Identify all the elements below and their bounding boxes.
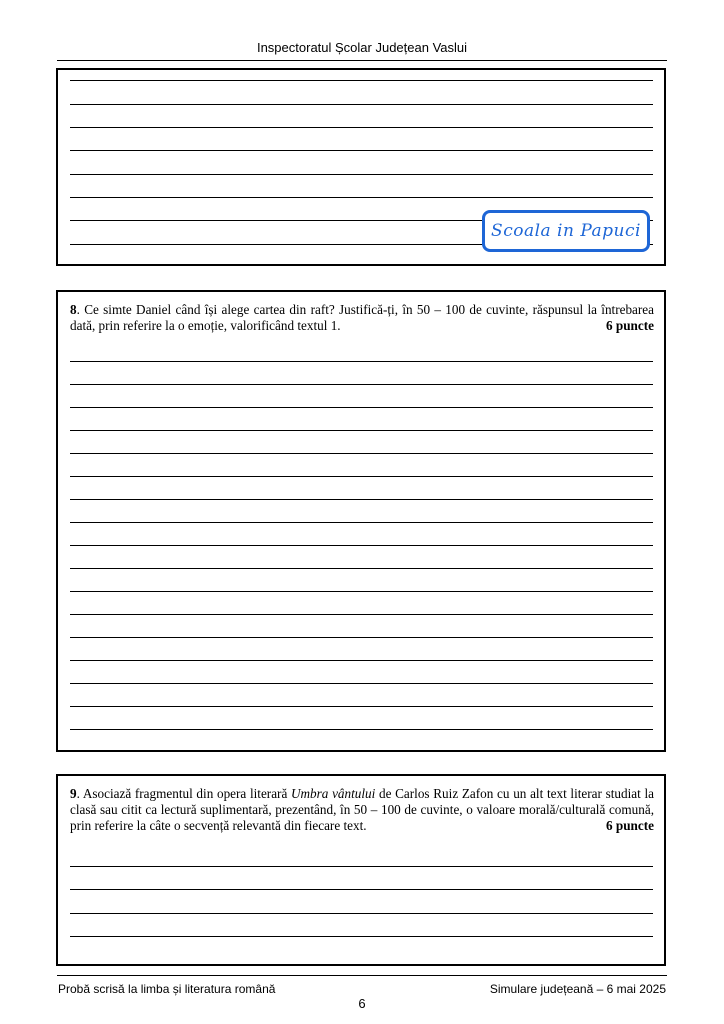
answer-line [70,384,653,385]
answer-line [70,936,653,937]
answer-line [70,614,653,615]
answer-line [70,706,653,707]
question-number: 9 [70,786,77,801]
answer-line [70,127,653,128]
answer-line [70,637,653,638]
answer-line [70,80,653,81]
answer-line [70,407,653,408]
page-number: 6 [358,996,366,1011]
footer-exam-date: Simulare județeană – 6 mai 2025 [489,982,666,996]
footer-divider [57,975,667,976]
question-9-box [56,774,666,966]
question-body-end: de Carlos Ruiz Zafon cu un alt text literar studiat la clasă sau citit ca lectură suplimentară, prezentând, în 50 – 100 de cuvinte, o valoare morală/culturală comună, prin referire la câte o secvență relevantă din fiecare text. [70,786,654,833]
question-points: 6 puncte [606,318,654,333]
question-9-text [70,786,654,834]
answer-line [70,453,653,454]
question-body-start: . Asociază fragmentul din opera literară [76,786,291,801]
answer-line [70,430,653,431]
answer-line [70,568,653,569]
question-number: 8 [70,302,77,317]
answer-line [70,104,653,105]
answer-line [70,889,653,890]
header-divider [57,60,667,61]
question-body: . Ce simte Daniel când își alege cartea din raft? Justifică-ți, în 50 – 100 de cuvinte, răspunsul la întrebarea dată, prin referire la o emoție, valorificând textul 1. [70,302,654,333]
answer-line [70,197,653,198]
answer-line [70,660,653,661]
book-title: Umbra vântului [291,786,376,801]
answer-line [70,361,653,362]
answer-line [70,499,653,500]
answer-line [70,591,653,592]
answer-box-previous [56,68,666,266]
question-8-box [56,290,666,752]
answer-line [70,150,653,151]
watermark-stamp: Scoala in Papuci [482,210,650,252]
question-8-text [70,302,654,334]
answer-line [70,545,653,546]
question-points: 6 puncte [606,818,654,833]
answer-line [70,174,653,175]
answer-line [70,683,653,684]
page-header: Inspectoratul Școlar Județean Vaslui [256,40,468,55]
answer-line [70,729,653,730]
answer-line [70,522,653,523]
footer-subject: Probă scrisă la limba și literatura română [58,982,276,996]
answer-line [70,476,653,477]
answer-line [70,913,653,914]
answer-line [70,866,653,867]
